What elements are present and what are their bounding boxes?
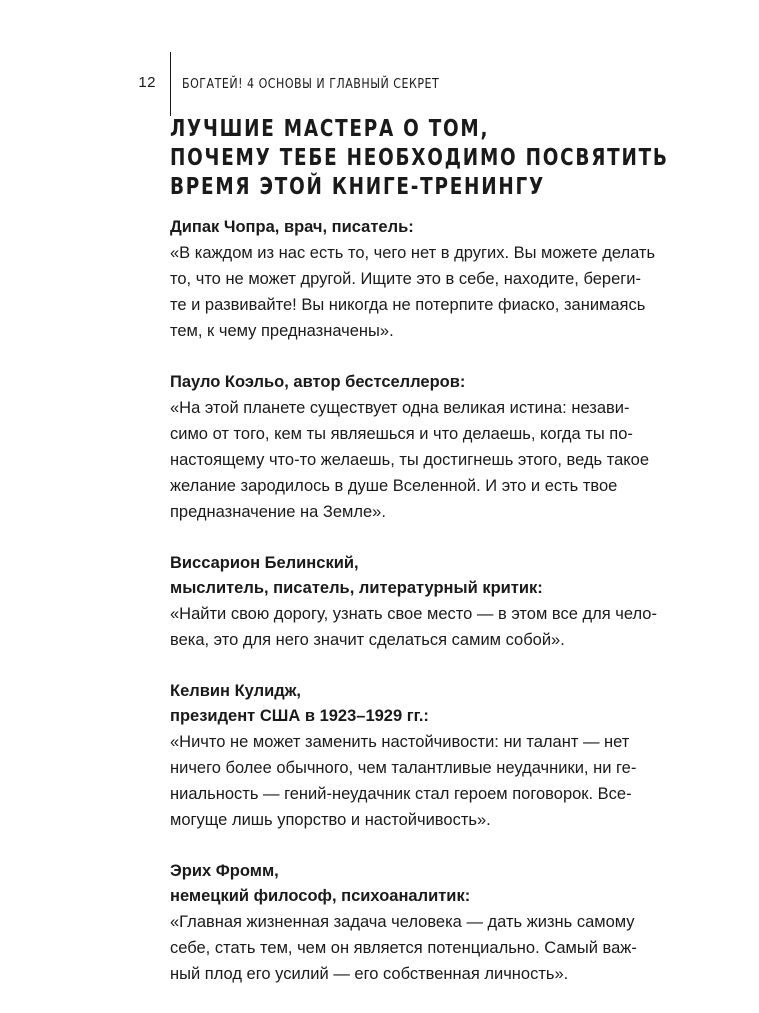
quote-author: Келвин Кулидж, (170, 682, 301, 700)
quote-line: «Ничто не может заменить настойчивости: ни талант — нет (170, 733, 630, 751)
quote-line: себе, стать тем, чем он является потенциально. Самый важ- (170, 939, 637, 957)
quote-line: те и развивайте! Вы никогда не потерпите фиаско, занимаясь (170, 296, 646, 314)
quote-line: «В каждом из нас есть то, чего нет в других. Вы можете делать (170, 244, 656, 262)
quote-block (170, 215, 656, 344)
quote-line: века, это для него значит сделаться самим собой». (170, 631, 565, 649)
page-number: 12 (138, 74, 156, 91)
quote-line: «На этой планете существует одна великая истина: незави- (170, 399, 630, 417)
quote-line: настоящему что-то желаешь, ты достигнешь этого, ведь такое (170, 451, 650, 469)
quote-line: могуще лишь упорство и настойчивость». (170, 811, 491, 829)
header-divider (170, 52, 171, 116)
chapter-title-line: ЛУЧШИЕ МАСТЕРА О ТОМ, (170, 116, 490, 142)
quote-line: ничего более обычного, чем талантливые неудачники, ни ге- (170, 759, 637, 777)
quote-block (170, 370, 650, 525)
quote-text (170, 601, 657, 653)
quotes-list (170, 215, 657, 1013)
quote-line: желание зародилось в душе Вселенной. И это и есть твое (170, 477, 618, 495)
quote-author: Виссарион Белинский, (170, 554, 359, 572)
quote-author-role: мыслитель, писатель, литературный критик: (170, 579, 543, 597)
quote-line: ный плод его усилий — его собственная личность». (170, 965, 569, 983)
quote-text (170, 909, 637, 987)
quote-line: ниальность — гений-неудачник стал героем поговорок. Все- (170, 785, 632, 803)
quote-author: Эрих Фромм, (170, 862, 279, 880)
quote-text (170, 395, 650, 525)
quote-line: предназначение на Земле». (170, 503, 386, 521)
chapter-title-line: ВРЕМЯ ЭТОЙ КНИГЕ-ТРЕНИНГУ (170, 174, 545, 200)
quote-author-role: президент США в 1923–1929 гг.: (170, 707, 429, 725)
chapter-title (170, 115, 669, 202)
running-header (0, 52, 759, 116)
quote-line: «Найти свою дорогу, узнать свое место — в этом все для чело- (170, 605, 657, 623)
quote-line: «Главная жизненная задача человека — дать жизнь самому (170, 913, 635, 931)
running-title: БОГАТЕЙ! 4 ОСНОВЫ И ГЛАВНЫЙ СЕКРЕТ (182, 76, 440, 92)
quote-line: тем, к чему предназначены». (170, 322, 394, 340)
chapter-title-line: ПОЧЕМУ ТЕБЕ НЕОБХОДИМО ПОСВЯТИТЬ (170, 145, 669, 171)
quote-line: симо от того, кем ты являешься и что делаешь, когда ты по- (170, 425, 633, 443)
quote-block (170, 859, 637, 987)
quote-block (170, 679, 637, 833)
quote-line: то, что не может другой. Ищите это в себе, находите, береги- (170, 270, 641, 288)
quote-text (170, 240, 656, 344)
quote-author: Пауло Коэльо, автор бестселлеров: (170, 373, 466, 391)
quote-text (170, 729, 637, 833)
quote-block (170, 551, 657, 653)
quote-author-role: немецкий философ, психоаналитик: (170, 887, 471, 905)
quote-author: Дипак Чопра, врач, писатель: (170, 218, 414, 236)
